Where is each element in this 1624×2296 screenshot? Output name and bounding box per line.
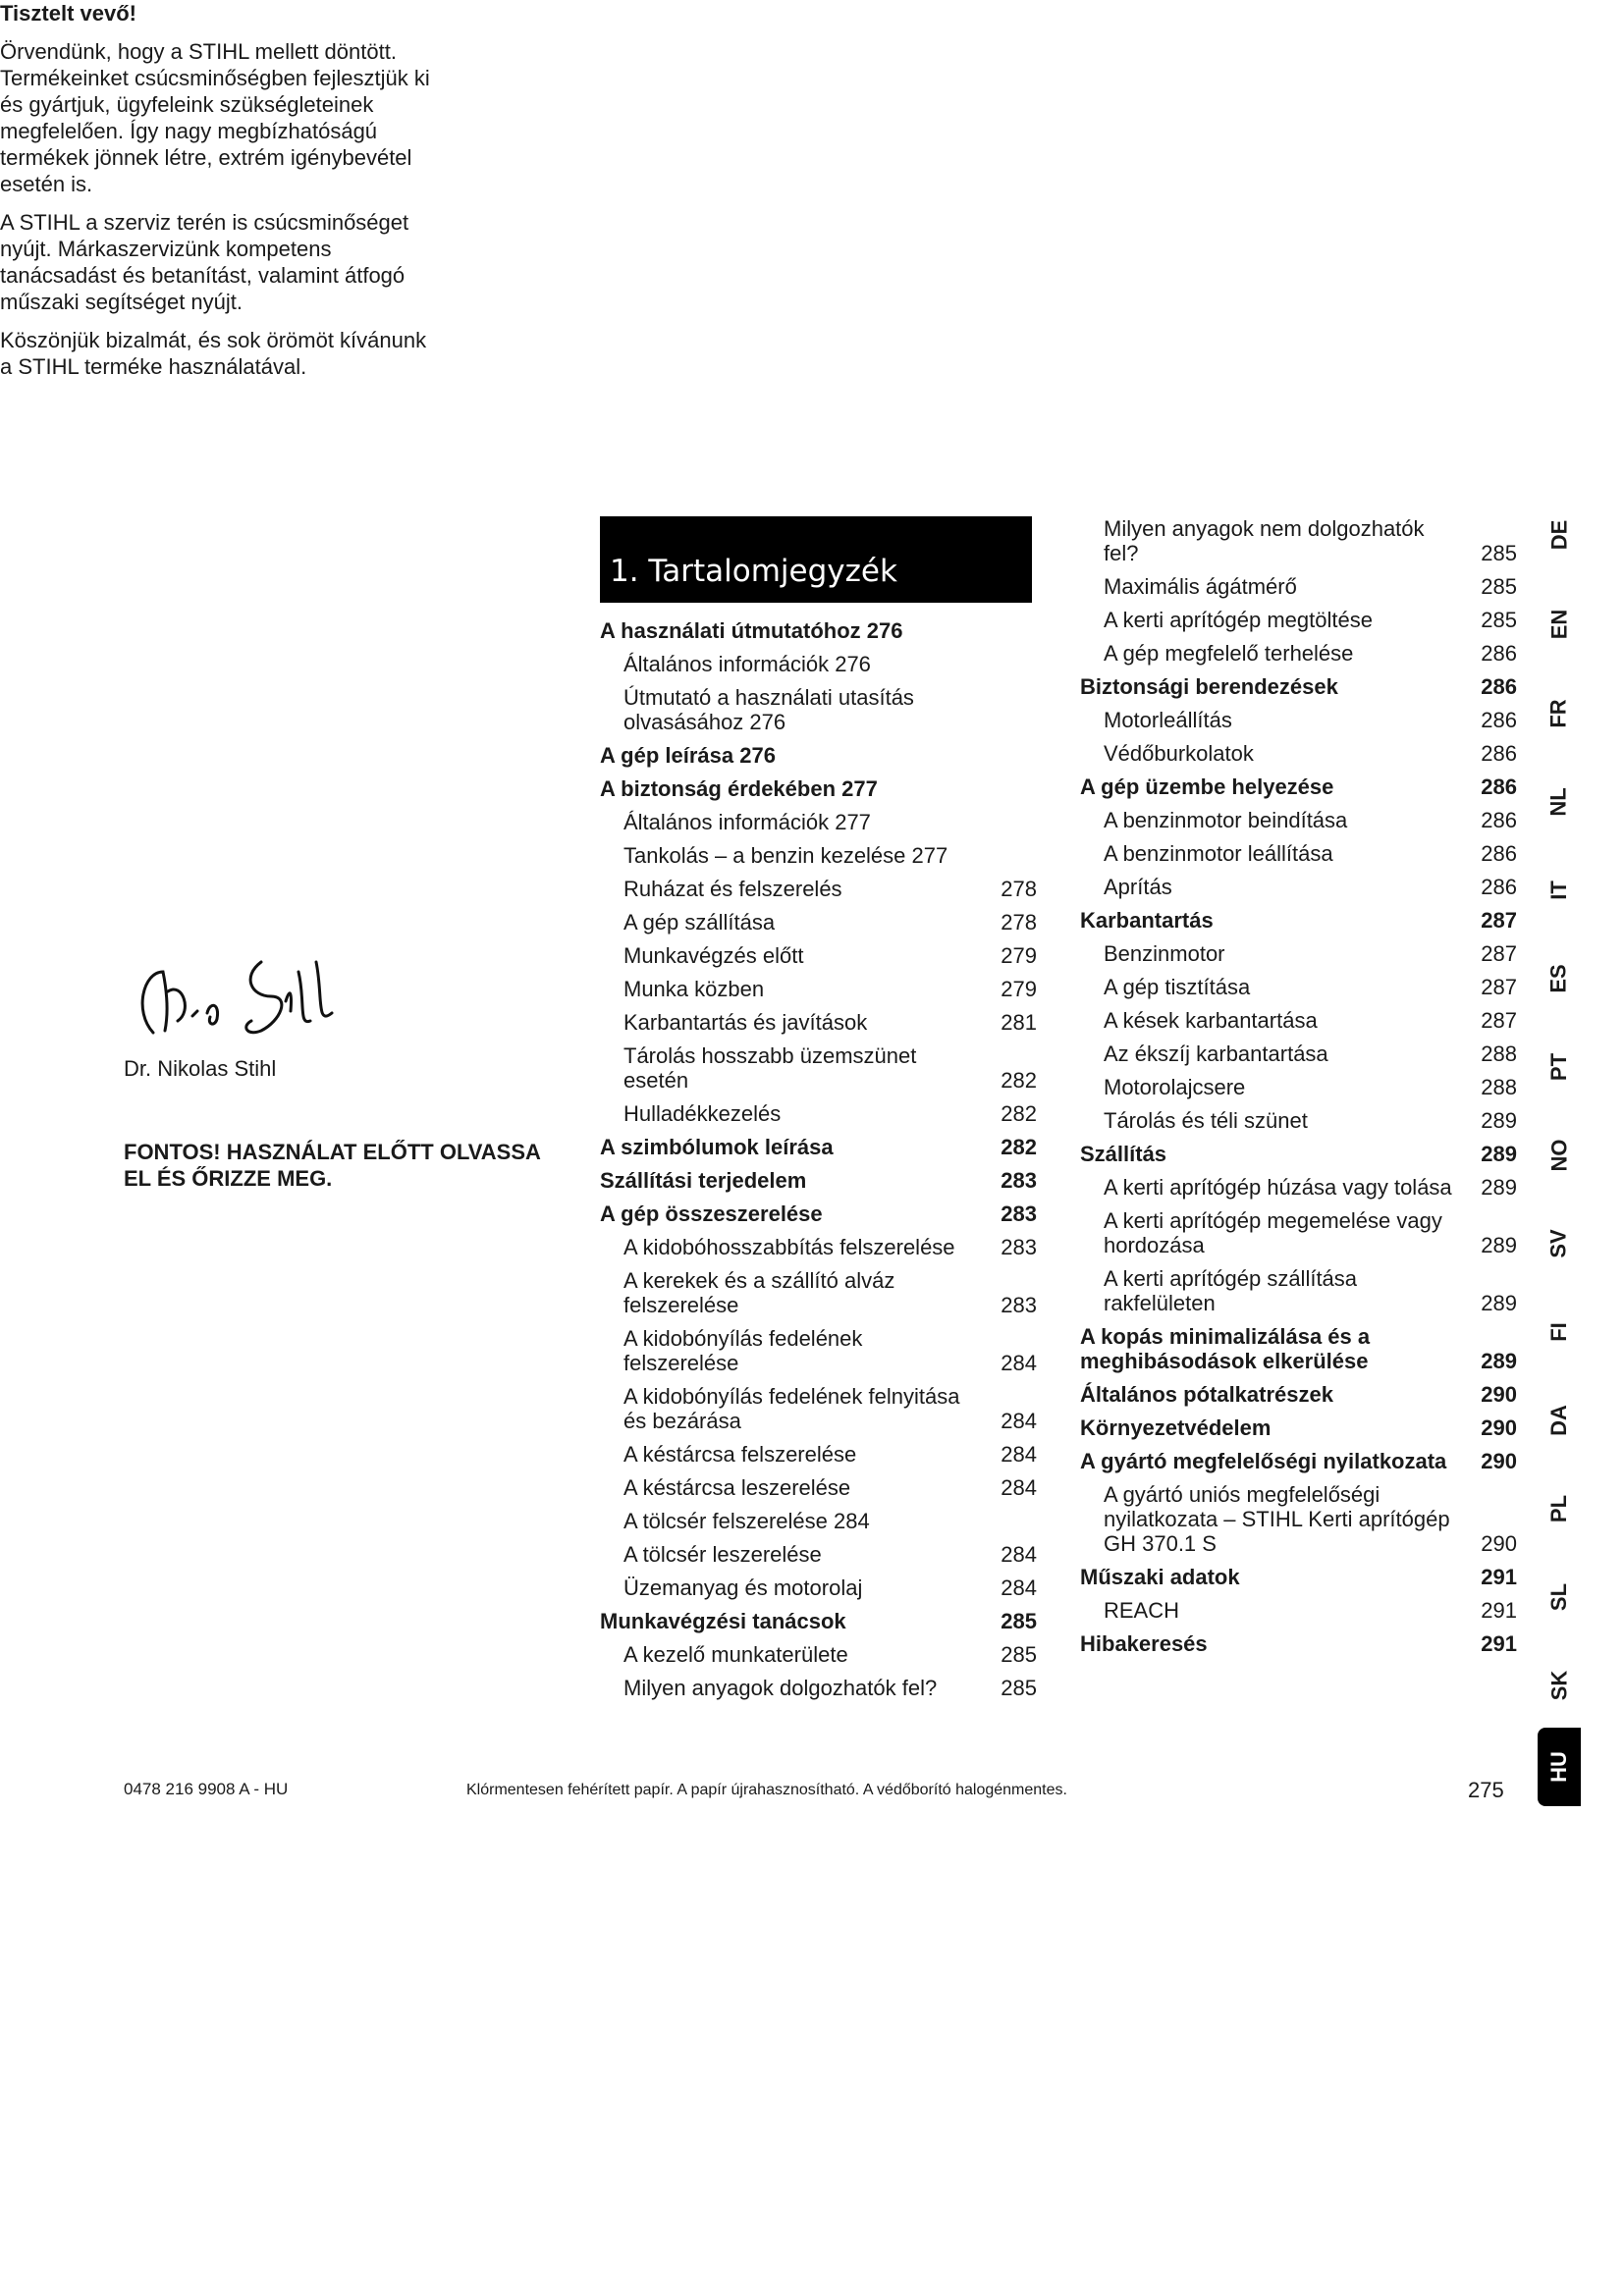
toc-entry-title: Munkavégzési tanácsok <box>600 1609 846 1633</box>
toc-entry-title: A gép összeszerelése <box>600 1201 823 1226</box>
toc-entry-title: Munkavégzés előtt <box>623 943 804 968</box>
toc-entry-page: 286 <box>1481 641 1517 666</box>
toc-entry-page: 283 <box>1001 1235 1037 1259</box>
toc-entry-page: 285 <box>1001 1642 1037 1667</box>
language-tab-label: SK <box>1546 1670 1571 1701</box>
toc-entry-page: 278 <box>1001 910 1037 934</box>
toc-entry[interactable] <box>600 1268 1037 1317</box>
document-code: 0478 216 9908 A - HU <box>124 1780 289 1798</box>
toc-entry-page: 290 <box>1481 1415 1517 1440</box>
toc-entry-page: 284 <box>1001 1542 1037 1567</box>
toc-column-1 <box>600 618 1037 1709</box>
toc-entry-title: Munka közben <box>623 977 765 1001</box>
toc-entry[interactable] <box>600 1326 1037 1375</box>
language-tab-sk[interactable] <box>1538 1661 1581 1710</box>
language-tab-label: ES <box>1545 964 1571 993</box>
toc-entry[interactable] <box>1080 1041 1517 1066</box>
toc-entry-page: 287 <box>1481 908 1517 933</box>
toc-entry[interactable] <box>600 1609 1037 1633</box>
toc-entry-title: Milyen anyagok dolgozhatók fel? <box>623 1676 938 1700</box>
toc-entry[interactable] <box>600 1168 1037 1193</box>
language-tab-label: PL <box>1546 1494 1571 1523</box>
toc-entry-page: 286 <box>1481 741 1517 766</box>
toc-entry[interactable] <box>600 1384 1037 1433</box>
toc-entry-title: Benzinmotor <box>1104 941 1225 966</box>
toc-entry-title: A benzinmotor leállítása <box>1104 841 1333 866</box>
toc-entry-title: A késtárcsa felszerelése <box>623 1442 857 1467</box>
toc-entry-title: Maximális ágátmérő <box>1104 574 1297 599</box>
language-tab-label: DA <box>1546 1405 1571 1436</box>
toc-entry[interactable] <box>600 1043 1037 1093</box>
toc-entry-page: 281 <box>1001 1010 1037 1035</box>
toc-entry-title: A kerti aprítógép szállítása rakfelületen <box>1104 1266 1358 1315</box>
language-tab-da[interactable] <box>1538 1396 1581 1445</box>
toc-entry-title: Védőburkolatok <box>1104 741 1254 766</box>
toc-entry-page: 286 <box>1481 774 1517 799</box>
toc-entry-page: 285 <box>1001 1676 1037 1700</box>
toc-entry[interactable] <box>600 1542 1037 1567</box>
toc-entry-title: Motorleállítás <box>1104 708 1232 732</box>
intro-paragraph: A STIHL a szerviz terén is csúcsminőséget nyújt. Márkaszervizünk kompetens tanácsadást és betanítást, valamint átfogó műszaki segítséget nyújt. <box>0 210 409 314</box>
toc-entry-page: 286 <box>1481 674 1517 699</box>
language-tab-en[interactable] <box>1538 600 1581 649</box>
toc-entry-title: A gép megfelelő terhelése <box>1104 641 1354 666</box>
paper-note: Klórmentesen fehérített papír. A papír újrahasznosítható. A védőborító halogénmentes. <box>466 1782 1067 1798</box>
toc-entry[interactable] <box>1080 1598 1517 1623</box>
toc-entry[interactable] <box>600 1442 1037 1467</box>
toc-entry-page: 286 <box>1481 808 1517 832</box>
toc-entry-title: Biztonsági berendezések <box>1080 674 1338 699</box>
toc-entry[interactable] <box>1080 641 1517 666</box>
language-tab-label: IT <box>1546 881 1571 900</box>
toc-entry[interactable] <box>1080 574 1517 599</box>
language-tab-label: EN <box>1546 609 1571 640</box>
toc-entry-page: 282 <box>1001 1135 1037 1159</box>
toc-column-2 <box>1080 516 1517 1665</box>
toc-entry[interactable] <box>600 1010 1037 1035</box>
toc-entry-title: Aprítás <box>1104 875 1172 899</box>
toc-entry[interactable] <box>1080 1075 1517 1099</box>
toc-entry[interactable] <box>600 1201 1037 1226</box>
toc-entry-title: REACH <box>1104 1598 1180 1623</box>
toc-entry-title: Az ékszíj karbantartása <box>1104 1041 1328 1066</box>
language-tab-it[interactable] <box>1538 866 1581 915</box>
toc-entry[interactable] <box>1080 875 1517 899</box>
language-tab-fi[interactable] <box>1538 1308 1581 1357</box>
toc-entry-title: Milyen anyagok nem dolgozhatók fel? <box>1104 516 1425 565</box>
toc-entry[interactable] <box>600 943 1037 968</box>
toc-entry-title: A kidobónyílás fedelének felszerelése <box>623 1326 863 1375</box>
toc-entry[interactable] <box>600 743 1037 768</box>
toc-entry-title: Karbantartás <box>1080 908 1214 933</box>
toc-entry-page: 289 <box>1481 1108 1517 1133</box>
language-tab-nl[interactable] <box>1538 777 1581 827</box>
toc-entry[interactable] <box>600 685 1037 734</box>
toc-entry-title: Környezetvédelem <box>1080 1415 1272 1440</box>
toc-entry[interactable] <box>1080 1175 1517 1200</box>
intro-paragraph: Örvendünk, hogy a STIHL mellett döntött. Termékeinket csúcsminőségben fejlesztjük ki és gyártjuk, ügyfeleink szükségleteinek megfelelően. Így nagy megbízhatóságú termékek jönnek létre, extrém igénybevétel esetén is. <box>0 39 430 196</box>
toc-entry[interactable] <box>1080 1565 1517 1589</box>
toc-entry-title: A kidobóhosszabbítás felszerelése <box>623 1235 955 1259</box>
language-tabs <box>1538 510 1581 1783</box>
language-tab-hu[interactable] <box>1538 1728 1581 1806</box>
toc-entry-title: Szállítási terjedelem <box>600 1168 807 1193</box>
toc-entry-page: 282 <box>1001 1068 1037 1093</box>
toc-entry-title: A benzinmotor beindítása <box>1104 808 1348 832</box>
toc-entry-title: Karbantartás és javítások <box>623 1010 868 1035</box>
toc-entry-title: A kések karbantartása <box>1104 1008 1318 1033</box>
intro-section <box>0 0 442 380</box>
toc-entry-title: Tárolás hosszabb üzemszünet esetén <box>623 1043 917 1093</box>
toc-entry[interactable] <box>600 977 1037 1001</box>
toc-entry-page: 287 <box>1481 941 1517 966</box>
toc-entry-page: 282 <box>1001 1101 1037 1126</box>
toc-title: 1. Tartalomjegyzék <box>610 554 897 589</box>
toc-entry-page: 288 <box>1481 1041 1517 1066</box>
toc-entry-page: 284 <box>1001 1409 1037 1433</box>
toc-entry-page: 283 <box>1001 1293 1037 1317</box>
toc-entry[interactable] <box>1080 516 1517 565</box>
toc-entry[interactable] <box>1080 808 1517 832</box>
toc-entry-title: A biztonság érdekében 277 <box>600 776 878 801</box>
toc-entry-page: 290 <box>1481 1449 1517 1473</box>
toc-entry-page: 289 <box>1481 1233 1517 1257</box>
language-tab-de[interactable] <box>1538 510 1581 560</box>
toc-entry[interactable] <box>1080 975 1517 999</box>
toc-entry-title: A kezelő munkaterülete <box>623 1642 848 1667</box>
toc-entry-title: Általános információk 277 <box>623 810 871 834</box>
toc-entry[interactable] <box>1080 1324 1517 1373</box>
language-tab-label: DE <box>1546 519 1571 551</box>
toc-entry[interactable] <box>600 910 1037 934</box>
toc-entry-page: 288 <box>1481 1075 1517 1099</box>
language-tab-pt[interactable] <box>1538 1042 1581 1092</box>
language-tab-label: HU <box>1546 1751 1571 1783</box>
toc-entry-page: 279 <box>1001 977 1037 1001</box>
toc-entry-page: 286 <box>1481 708 1517 732</box>
toc-entry-page: 284 <box>1001 1442 1037 1467</box>
toc-entry-page: 283 <box>1001 1201 1037 1226</box>
toc-entry[interactable] <box>1080 1449 1517 1473</box>
toc-entry[interactable] <box>600 776 1037 801</box>
language-tab-no[interactable] <box>1538 1131 1581 1180</box>
toc-entry-title: Tankolás – a benzin kezelése 277 <box>623 843 948 868</box>
toc-entry[interactable] <box>1080 1266 1517 1315</box>
toc-entry-page: 287 <box>1481 975 1517 999</box>
toc-entry-title: Általános információk 276 <box>623 652 871 676</box>
toc-entry[interactable] <box>600 1101 1037 1126</box>
toc-entry[interactable] <box>1080 608 1517 632</box>
toc-entry-title: A kerekek és a szállító alváz felszerelése <box>623 1268 895 1317</box>
toc-entry[interactable] <box>600 843 1037 868</box>
toc-entry[interactable] <box>1080 1415 1517 1440</box>
toc-entry[interactable] <box>1080 941 1517 966</box>
language-tab-label: PT <box>1546 1052 1571 1082</box>
greeting: Tisztelt vevő! <box>0 1 136 26</box>
toc-entry[interactable] <box>1080 741 1517 766</box>
language-tab-sv[interactable] <box>1538 1219 1581 1268</box>
toc-entry-title: A szimbólumok leírása <box>600 1135 834 1159</box>
toc-entry[interactable] <box>1080 674 1517 699</box>
toc-entry-title: A gyártó uniós megfelelőségi nyilatkozata – STIHL Kerti aprítógép GH 370.1 S <box>1104 1482 1450 1556</box>
toc-entry-title: A kerti aprítógép húzása vagy tolása <box>1104 1175 1452 1200</box>
toc-entry-page: 289 <box>1481 1349 1517 1373</box>
toc-entry-title: Motorolajcsere <box>1104 1075 1246 1099</box>
toc-entry[interactable] <box>1080 708 1517 732</box>
toc-entry[interactable] <box>600 1676 1037 1700</box>
toc-entry-page: 290 <box>1481 1531 1517 1556</box>
toc-entry[interactable] <box>600 1509 1037 1533</box>
toc-entry-page: 291 <box>1481 1631 1517 1656</box>
toc-entry[interactable] <box>600 1235 1037 1259</box>
toc-entry-title: Hulladékkezelés <box>623 1101 782 1126</box>
toc-entry-page: 290 <box>1481 1382 1517 1407</box>
toc-entry-title: A kopás minimalizálása és a meghibásodások elkerülése <box>1080 1324 1371 1373</box>
toc-entry-page: 287 <box>1481 1008 1517 1033</box>
toc-entry-page: 283 <box>1001 1168 1037 1193</box>
toc-entry[interactable] <box>1080 908 1517 933</box>
toc-entry-title: A gép leírása 276 <box>600 743 776 768</box>
language-tab-label: SL <box>1546 1582 1571 1612</box>
toc-entry[interactable] <box>600 652 1037 676</box>
toc-entry-page: 284 <box>1001 1351 1037 1375</box>
toc-entry[interactable] <box>600 1475 1037 1500</box>
toc-entry-title: A gép üzembe helyezése <box>1080 774 1334 799</box>
toc-entry[interactable] <box>1080 774 1517 799</box>
language-tab-label: FI <box>1546 1322 1571 1342</box>
toc-entry-title: Hibakeresés <box>1080 1631 1208 1656</box>
toc-entry-title: Műszaki adatok <box>1080 1565 1240 1589</box>
language-tab-label: FR <box>1545 699 1571 728</box>
language-tab-label: NL <box>1545 787 1571 817</box>
signer-name: Dr. Nikolas Stihl <box>124 1056 277 1081</box>
toc-entry-page: 278 <box>1001 877 1037 901</box>
toc-entry-title: Üzemanyag és motorolaj <box>623 1575 863 1600</box>
toc-entry-title: A használati útmutatóhoz 276 <box>600 618 903 643</box>
toc-entry-title: Általános pótalkatrészek <box>1080 1382 1333 1407</box>
toc-entry[interactable] <box>1080 1142 1517 1166</box>
toc-entry-page: 285 <box>1481 541 1517 565</box>
toc-entry[interactable] <box>1080 1108 1517 1133</box>
toc-entry[interactable] <box>1080 1208 1517 1257</box>
intro-paragraph: Köszönjük bizalmát, és sok örömöt kívánunk a STIHL terméke használatával. <box>0 328 427 379</box>
toc-entry-page: 291 <box>1481 1565 1517 1589</box>
toc-entry[interactable] <box>600 1642 1037 1667</box>
toc-entry-title: A kerti aprítógép megtöltése <box>1104 608 1373 632</box>
toc-entry[interactable] <box>600 1575 1037 1600</box>
toc-heading-box <box>600 516 1032 603</box>
language-tab-pl[interactable] <box>1538 1484 1581 1533</box>
toc-entry[interactable] <box>600 810 1037 834</box>
toc-entry[interactable] <box>600 618 1037 643</box>
toc-entry-page: 286 <box>1481 875 1517 899</box>
toc-entry-page: 279 <box>1001 943 1037 968</box>
toc-entry-page: 285 <box>1001 1609 1037 1633</box>
toc-entry-title: Ruházat és felszerelés <box>623 877 842 901</box>
toc-entry[interactable] <box>600 877 1037 901</box>
toc-entry[interactable] <box>1080 1382 1517 1407</box>
toc-entry-page: 285 <box>1481 574 1517 599</box>
important-notice: FONTOS! HASZNÁLAT ELŐTT OLVASSA EL ÉS ŐRIZZE MEG. <box>124 1140 541 1191</box>
toc-entry-title: A gyártó megfelelőségi nyilatkozata <box>1080 1449 1447 1473</box>
toc-entry-title: Útmutató a használati utasítás olvasásához 276 <box>623 685 914 734</box>
language-tab-sl[interactable] <box>1538 1573 1581 1622</box>
toc-entry-title: A gép szállítása <box>623 910 776 934</box>
toc-entry-title: Szállítás <box>1080 1142 1167 1166</box>
toc-entry-page: 284 <box>1001 1475 1037 1500</box>
toc-entry-page: 289 <box>1481 1291 1517 1315</box>
page-number: 275 <box>1468 1778 1504 1802</box>
toc-entry[interactable] <box>1080 1482 1517 1556</box>
toc-entry[interactable] <box>1080 1631 1517 1656</box>
toc-entry-page: 289 <box>1481 1142 1517 1166</box>
toc-entry-page: 285 <box>1481 608 1517 632</box>
toc-entry-page: 291 <box>1481 1598 1517 1623</box>
language-tab-fr[interactable] <box>1538 689 1581 738</box>
language-tab-es[interactable] <box>1538 954 1581 1003</box>
toc-entry-title: Tárolás és téli szünet <box>1104 1108 1308 1133</box>
toc-entry-title: A késtárcsa leszerelése <box>623 1475 851 1500</box>
toc-entry-title: A kerti aprítógép megemelése vagy hordozása <box>1104 1208 1442 1257</box>
toc-entry-page: 286 <box>1481 841 1517 866</box>
toc-entry[interactable] <box>1080 1008 1517 1033</box>
toc-entry-page: 284 <box>1001 1575 1037 1600</box>
toc-entry-page: 289 <box>1481 1175 1517 1200</box>
toc-entry[interactable] <box>1080 841 1517 866</box>
toc-entry-title: A tölcsér leszerelése <box>623 1542 822 1567</box>
toc-entry-title: A gép tisztítása <box>1104 975 1251 999</box>
language-tab-label: NO <box>1546 1139 1571 1172</box>
toc-entry[interactable] <box>600 1135 1037 1159</box>
toc-entry-title: A kidobónyílás fedelének felnyitása és bezárása <box>623 1384 960 1433</box>
toc-entry-title: A tölcsér felszerelése 284 <box>623 1509 870 1533</box>
signature-image <box>124 942 350 1050</box>
language-tab-label: SV <box>1545 1229 1571 1258</box>
